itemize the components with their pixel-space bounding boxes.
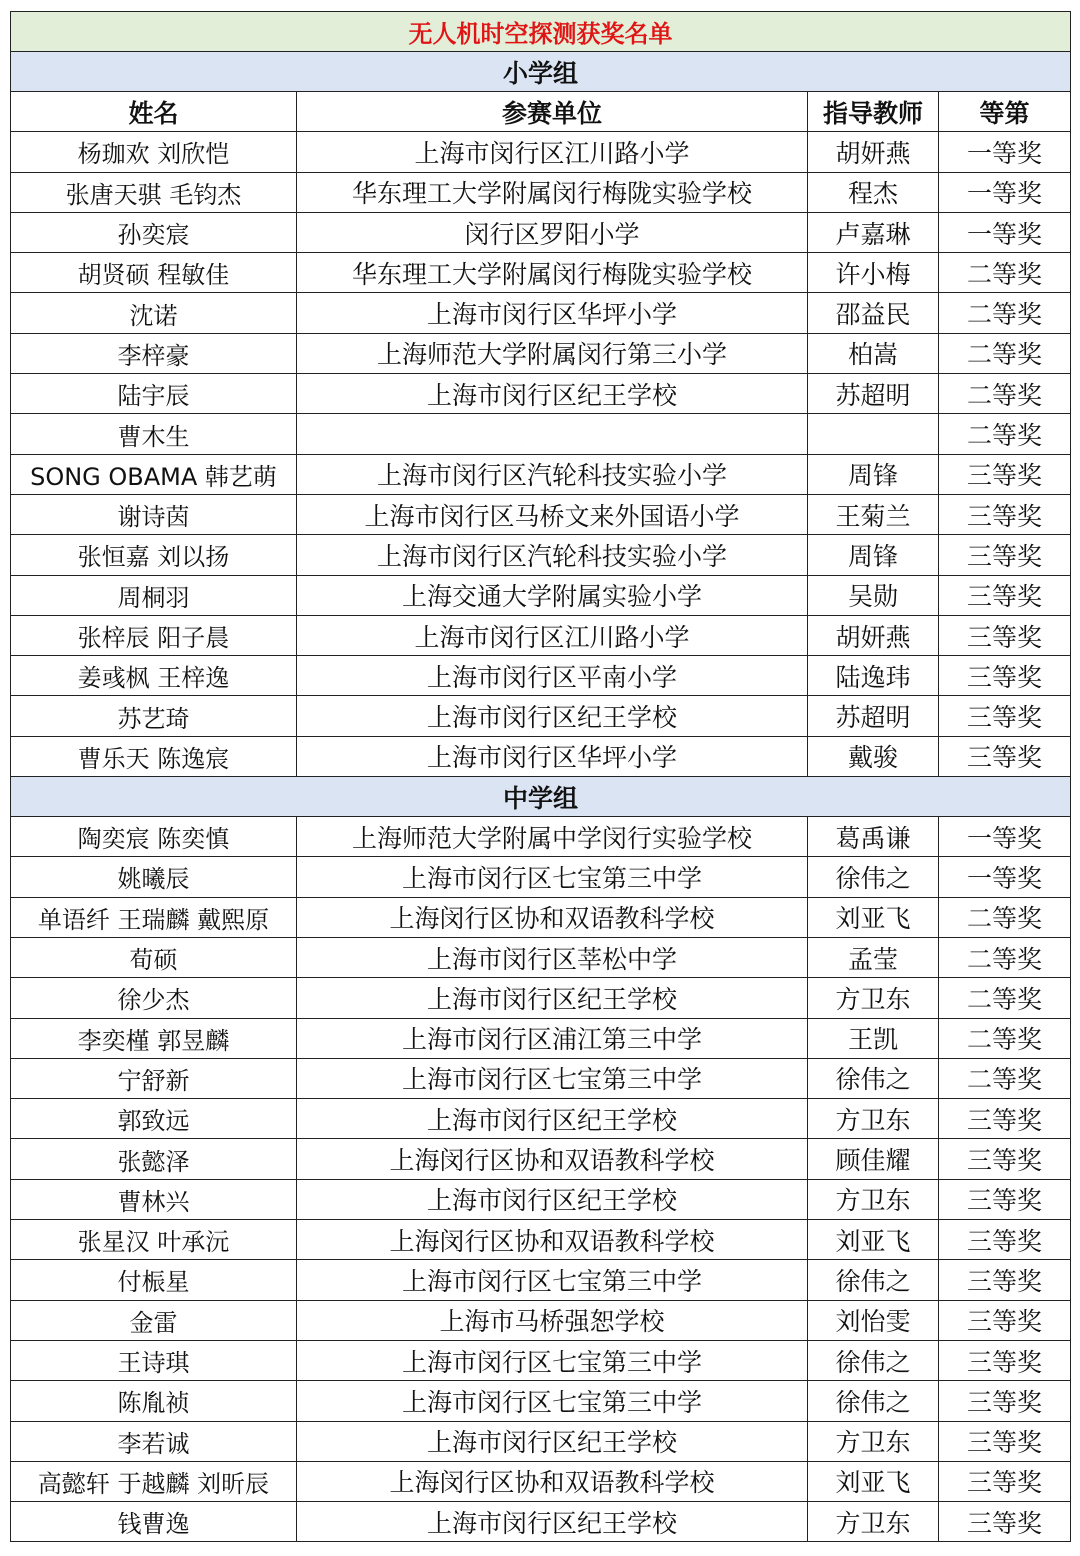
award-cell: 二等奖: [939, 897, 1071, 937]
table-row: [11, 333, 1071, 373]
name-cell: 陶奕宸 陈奕慎: [11, 817, 297, 857]
teacher-cell: 苏超明: [808, 374, 939, 414]
award-cell: 二等奖: [939, 333, 1071, 373]
table-row: [11, 1421, 1071, 1461]
teacher-cell: 刘亚飞: [808, 1220, 939, 1260]
name-cell: 宁舒新: [11, 1058, 297, 1098]
school-cell: 上海市闵行区七宝第三中学: [297, 1340, 808, 1380]
teacher-cell: 徐伟之: [808, 1260, 939, 1300]
award-cell: 二等奖: [939, 374, 1071, 414]
award-cell: 二等奖: [939, 293, 1071, 333]
name-cell: 郭致远: [11, 1099, 297, 1139]
table-row: [11, 1179, 1071, 1219]
table-row: [11, 817, 1071, 857]
teacher-cell: 方卫东: [808, 1502, 939, 1542]
table-title: 无人机时空探测获奖名单: [11, 12, 1071, 52]
school-cell: 上海闵行区协和双语教科学校: [297, 1461, 808, 1501]
award-cell: 三等奖: [939, 1340, 1071, 1380]
teacher-cell: 柏嵩: [808, 333, 939, 373]
award-cell: 三等奖: [939, 1260, 1071, 1300]
teacher-cell: 顾佳耀: [808, 1139, 939, 1179]
school-cell: 上海市闵行区马桥文来外国语小学: [297, 494, 808, 534]
teacher-cell: 方卫东: [808, 1179, 939, 1219]
group-title: 小学组: [11, 52, 1071, 92]
name-cell: 钱曹逸: [11, 1502, 297, 1542]
name-cell: 孙奕宸: [11, 212, 297, 252]
table-row: [11, 736, 1071, 776]
table-row: [11, 1099, 1071, 1139]
name-cell: 陆宇辰: [11, 374, 297, 414]
teacher-cell: 王菊兰: [808, 494, 939, 534]
name-cell: 沈诺: [11, 293, 297, 333]
award-cell: 二等奖: [939, 253, 1071, 293]
award-cell: 三等奖: [939, 696, 1071, 736]
group-title: 中学组: [11, 777, 1071, 817]
name-cell: 谢诗茵: [11, 494, 297, 534]
teacher-cell: 戴骏: [808, 736, 939, 776]
name-cell: 姜彧枫 王梓逸: [11, 656, 297, 696]
table-row: [11, 494, 1071, 534]
school-cell: 上海市闵行区七宝第三中学: [297, 1381, 808, 1421]
name-cell: 张星汉 叶承沅: [11, 1220, 297, 1260]
header-row: [11, 92, 1071, 132]
award-cell: 二等奖: [939, 937, 1071, 977]
table-row: [11, 132, 1071, 172]
table-row: [11, 696, 1071, 736]
teacher-cell: 许小梅: [808, 253, 939, 293]
table-row: [11, 212, 1071, 252]
school-cell: 上海师范大学附属中学闵行实验学校: [297, 817, 808, 857]
award-cell: 二等奖: [939, 978, 1071, 1018]
school-cell: 上海市闵行区纪王学校: [297, 1421, 808, 1461]
school-cell: 上海市闵行区汽轮科技实验小学: [297, 454, 808, 494]
name-cell: 曹木生: [11, 414, 297, 454]
column-header: 参赛单位: [297, 92, 808, 132]
table-row: [11, 857, 1071, 897]
school-cell: 上海市闵行区七宝第三中学: [297, 1058, 808, 1098]
award-cell: 二等奖: [939, 414, 1071, 454]
teacher-cell: 陆逸玮: [808, 656, 939, 696]
table-row: [11, 615, 1071, 655]
school-cell: 上海市闵行区汽轮科技实验小学: [297, 535, 808, 575]
school-cell: 上海市闵行区纪王学校: [297, 374, 808, 414]
name-cell: 付桭星: [11, 1260, 297, 1300]
teacher-cell: 周锋: [808, 535, 939, 575]
table-row: [11, 454, 1071, 494]
teacher-cell: [808, 414, 939, 454]
table-row: [11, 253, 1071, 293]
table-row: [11, 1502, 1071, 1542]
table-row: [11, 1340, 1071, 1380]
table-row: [11, 1220, 1071, 1260]
table-row: [11, 897, 1071, 937]
teacher-cell: 刘亚飞: [808, 897, 939, 937]
name-cell: 金雷: [11, 1300, 297, 1340]
table-row: [11, 937, 1071, 977]
award-list-sheet: [10, 11, 1070, 1542]
school-cell: 上海市闵行区华坪小学: [297, 736, 808, 776]
school-cell: 上海市闵行区浦江第三中学: [297, 1018, 808, 1058]
award-cell: 三等奖: [939, 454, 1071, 494]
teacher-cell: 邵益民: [808, 293, 939, 333]
table-row: [11, 293, 1071, 333]
name-cell: 苏艺琦: [11, 696, 297, 736]
award-cell: 一等奖: [939, 857, 1071, 897]
teacher-cell: 王凯: [808, 1018, 939, 1058]
teacher-cell: 方卫东: [808, 978, 939, 1018]
school-cell: 上海交通大学附属实验小学: [297, 575, 808, 615]
table-row: [11, 172, 1071, 212]
name-cell: 张唐天骐 毛钧杰: [11, 172, 297, 212]
name-cell: 陈胤祯: [11, 1381, 297, 1421]
table-row: [11, 414, 1071, 454]
award-cell: 二等奖: [939, 1018, 1071, 1058]
title-row: [11, 12, 1071, 52]
award-cell: 三等奖: [939, 615, 1071, 655]
name-cell: 李奕槿 郭昱麟: [11, 1018, 297, 1058]
school-cell: 上海市闵行区纪王学校: [297, 1099, 808, 1139]
table-row: [11, 656, 1071, 696]
school-cell: 上海闵行区协和双语教科学校: [297, 897, 808, 937]
name-cell: 张梓辰 阳子晨: [11, 615, 297, 655]
table-row: [11, 1018, 1071, 1058]
school-cell: 上海市闵行区平南小学: [297, 656, 808, 696]
teacher-cell: 周锋: [808, 454, 939, 494]
teacher-cell: 方卫东: [808, 1421, 939, 1461]
column-header: 等第: [939, 92, 1071, 132]
teacher-cell: 孟莹: [808, 937, 939, 977]
group-row: [11, 777, 1071, 817]
award-cell: 一等奖: [939, 132, 1071, 172]
award-cell: 一等奖: [939, 817, 1071, 857]
school-cell: 上海市闵行区纪王学校: [297, 1179, 808, 1219]
school-cell: 华东理工大学附属闵行梅陇实验学校: [297, 172, 808, 212]
school-cell: 闵行区罗阳小学: [297, 212, 808, 252]
name-cell: 张恒嘉 刘以扬: [11, 535, 297, 575]
school-cell: 上海市闵行区江川路小学: [297, 132, 808, 172]
award-cell: 三等奖: [939, 736, 1071, 776]
teacher-cell: 徐伟之: [808, 1058, 939, 1098]
school-cell: 上海市闵行区纪王学校: [297, 978, 808, 1018]
school-cell: 上海市马桥强恕学校: [297, 1300, 808, 1340]
table-row: [11, 1058, 1071, 1098]
award-cell: 三等奖: [939, 1461, 1071, 1501]
school-cell: 上海市闵行区江川路小学: [297, 615, 808, 655]
school-cell: 上海市闵行区七宝第三中学: [297, 1260, 808, 1300]
award-table-body: [11, 12, 1071, 1542]
table-row: [11, 978, 1071, 1018]
school-cell: 上海师范大学附属闵行第三小学: [297, 333, 808, 373]
award-cell: 二等奖: [939, 1058, 1071, 1098]
award-cell: 三等奖: [939, 1179, 1071, 1219]
name-cell: 王诗琪: [11, 1340, 297, 1380]
teacher-cell: 苏超明: [808, 696, 939, 736]
teacher-cell: 方卫东: [808, 1099, 939, 1139]
table-row: [11, 374, 1071, 414]
group-row: [11, 52, 1071, 92]
name-cell: 周桐羽: [11, 575, 297, 615]
name-cell: 张懿泽: [11, 1139, 297, 1179]
table-row: [11, 1139, 1071, 1179]
award-cell: 三等奖: [939, 494, 1071, 534]
name-cell: 胡贤硕 程敏佳: [11, 253, 297, 293]
teacher-cell: 卢嘉琳: [808, 212, 939, 252]
teacher-cell: 徐伟之: [808, 1340, 939, 1380]
school-cell: 上海市闵行区莘松中学: [297, 937, 808, 977]
table-row: [11, 1461, 1071, 1501]
award-table: [10, 11, 1071, 1542]
school-cell: 上海市闵行区纪王学校: [297, 1502, 808, 1542]
school-cell: 上海闵行区协和双语教科学校: [297, 1139, 808, 1179]
teacher-cell: 刘怡雯: [808, 1300, 939, 1340]
school-cell: [297, 414, 808, 454]
table-row: [11, 1381, 1071, 1421]
award-cell: 三等奖: [939, 1300, 1071, 1340]
teacher-cell: 吴勋: [808, 575, 939, 615]
column-header: 指导教师: [808, 92, 939, 132]
award-cell: 三等奖: [939, 1099, 1071, 1139]
table-row: [11, 1260, 1071, 1300]
teacher-cell: 徐伟之: [808, 857, 939, 897]
teacher-cell: 葛禹谦: [808, 817, 939, 857]
name-cell: 高懿轩 于越麟 刘昕辰: [11, 1461, 297, 1501]
table-row: [11, 535, 1071, 575]
school-cell: 上海市闵行区纪王学校: [297, 696, 808, 736]
name-cell: 李梓豪: [11, 333, 297, 373]
award-cell: 三等奖: [939, 1381, 1071, 1421]
award-cell: 三等奖: [939, 1502, 1071, 1542]
teacher-cell: 胡妍燕: [808, 132, 939, 172]
award-cell: 三等奖: [939, 1421, 1071, 1461]
award-cell: 一等奖: [939, 172, 1071, 212]
award-cell: 三等奖: [939, 1139, 1071, 1179]
teacher-cell: 徐伟之: [808, 1381, 939, 1421]
award-cell: 三等奖: [939, 1220, 1071, 1260]
name-cell: 李若诚: [11, 1421, 297, 1461]
teacher-cell: 刘亚飞: [808, 1461, 939, 1501]
school-cell: 上海闵行区协和双语教科学校: [297, 1220, 808, 1260]
table-row: [11, 1300, 1071, 1340]
table-row: [11, 575, 1071, 615]
award-cell: 三等奖: [939, 656, 1071, 696]
teacher-cell: 胡妍燕: [808, 615, 939, 655]
school-cell: 上海市闵行区七宝第三中学: [297, 857, 808, 897]
name-cell: 单语纤 王瑞麟 戴熙原: [11, 897, 297, 937]
school-cell: 上海市闵行区华坪小学: [297, 293, 808, 333]
column-header: 姓名: [11, 92, 297, 132]
name-cell: SONG OBAMA 韩艺萌: [11, 454, 297, 494]
teacher-cell: 程杰: [808, 172, 939, 212]
name-cell: 杨珈欢 刘欣恺: [11, 132, 297, 172]
name-cell: 曹林兴: [11, 1179, 297, 1219]
name-cell: 姚曦辰: [11, 857, 297, 897]
award-cell: 三等奖: [939, 575, 1071, 615]
name-cell: 徐少杰: [11, 978, 297, 1018]
school-cell: 华东理工大学附属闵行梅陇实验学校: [297, 253, 808, 293]
award-cell: 三等奖: [939, 535, 1071, 575]
award-cell: 一等奖: [939, 212, 1071, 252]
name-cell: 曹乐天 陈逸宸: [11, 736, 297, 776]
name-cell: 荀硕: [11, 937, 297, 977]
